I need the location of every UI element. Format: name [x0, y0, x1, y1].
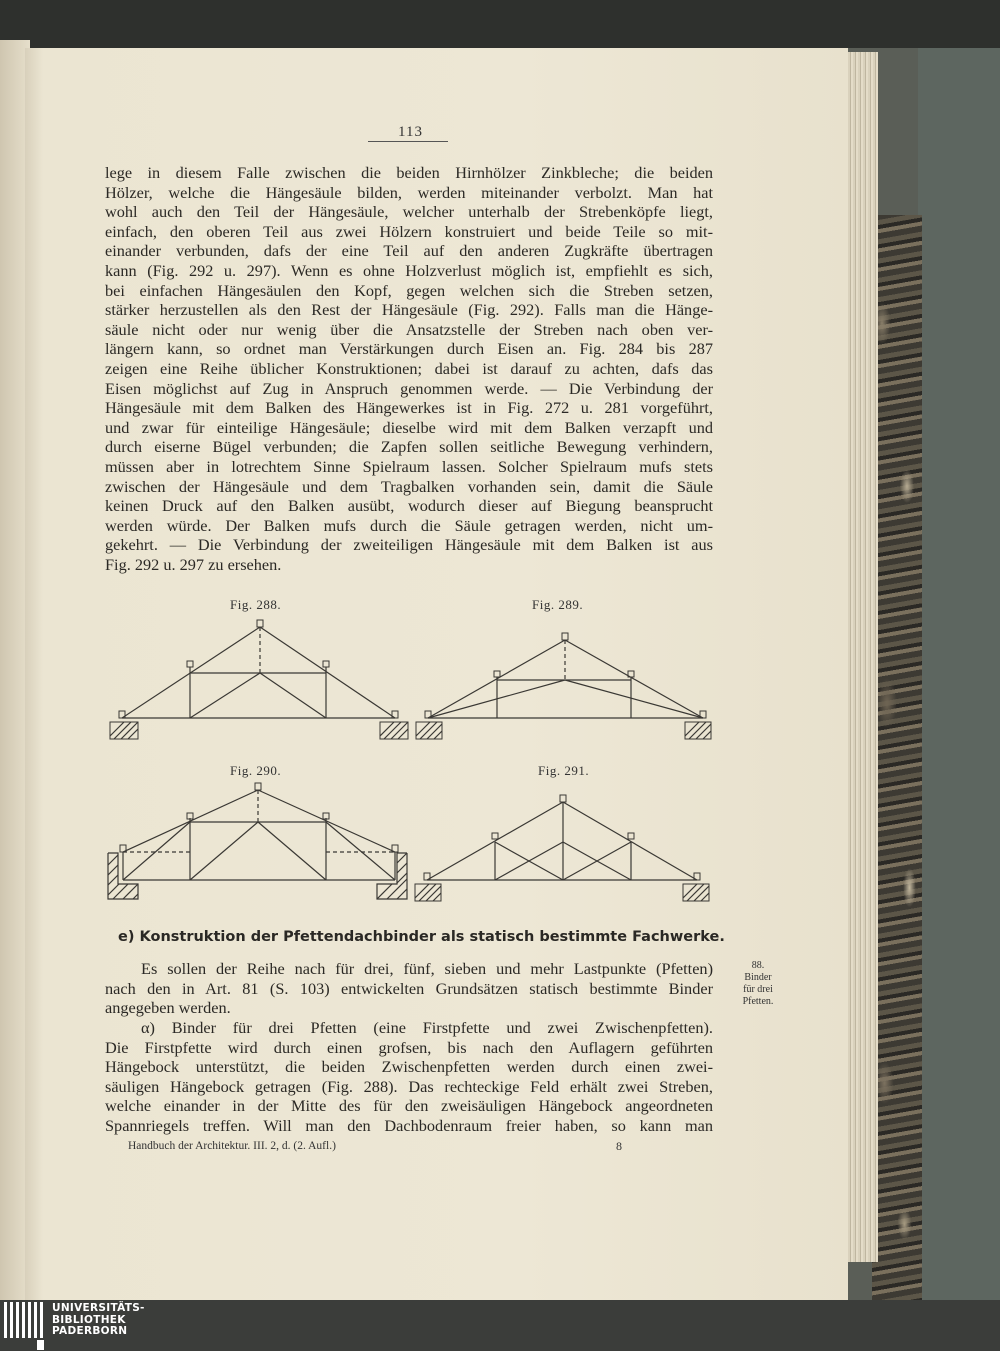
figure-288-truss-diagram: [105, 615, 410, 745]
library-footer-bar: [0, 1300, 1000, 1351]
footer-title: Handbuch der Architektur. III. 2, d. (2. Aufl.): [128, 1140, 336, 1152]
text-line: stärker herzustellen als den Rest der Hängesäule (Fig. 292). Falls man die Hänge-: [105, 300, 713, 320]
figure-291-caption: Fig. 291.: [538, 763, 590, 778]
text-line: Hängesäule mit dem Balken des Hängewerkes ist in Fig. 272 u. 281 vorgeführt,: [105, 398, 713, 418]
text-line: und zwar für einteilige Hängesäule; dieselbe wird mit dem Balken verzapft und: [105, 417, 713, 437]
figure-290-truss-diagram: [105, 780, 410, 905]
text-line: Spannriegels treffen. Will man den Dachbodenraum freier haben, so kann man: [105, 1115, 713, 1135]
text-line: säule nicht oder nur wenig über die Ansatzstelle der Streben nach oben ver-: [105, 319, 713, 339]
figure-289-caption: Fig. 289.: [532, 597, 584, 612]
text-line: müssen aber in lotrechtem Sinne Spielraum lassen. Solcher Spielraum mufs stets: [105, 456, 713, 476]
text-line: Die Firstpfette wird durch einen grofsen, bis nach den Auflagern geführten: [105, 1037, 713, 1057]
figure-291-truss-diagram: [413, 790, 718, 905]
text-line: gekehrt. — Die Verbindung der zweiteiligen Hängesäule mit dem Balken ist aus: [105, 535, 713, 555]
margin-note-line: Pfetten.: [742, 996, 774, 1007]
text-line: werden würde. Der Balken mufs durch die Säule getragen werden, nicht um-: [105, 515, 713, 535]
library-name: [52, 1303, 145, 1338]
text-line: Hölzer, welche die Hängesäule bilden, werden miteinander verbolzt. Man hat: [105, 182, 713, 202]
footer-signature: 8: [616, 1139, 622, 1153]
library-name-line: UNIVERSITÄTS-: [52, 1302, 145, 1314]
text-line: zwischen der Hängesäule und dem Tragbalken vorhanden sein, damit die Säule: [105, 476, 713, 496]
paragraph-2: [105, 959, 713, 1018]
marbled-endpaper: [872, 215, 922, 1300]
library-name-line: BIBLIOTHEK: [52, 1313, 126, 1326]
figure-289-truss-diagram: [413, 625, 718, 745]
figure-290-caption: Fig. 290.: [230, 763, 282, 778]
text-line: Eisen möglichst auf Zug in Anspruch genommen werde. — Die Verbindung der: [105, 378, 713, 398]
text-line: säuligen Hängebock getragen (Fig. 288). Das rechteckige Feld erhält zwei Streben,: [105, 1076, 713, 1096]
text-line: nach den in Art. 81 (S. 103) entwickelten Grundsätzen statisch bestimmte Binder: [105, 978, 713, 998]
text-line: lege in diesem Falle zwischen die beiden Hirnhölzer Zinkbleche; die beiden: [105, 163, 713, 182]
text-line: Es sollen der Reihe nach für drei, fünf, sieben und mehr Lastpunkte (Pfetten): [141, 959, 713, 978]
text-line: keinen Druck auf den Balken ausübt, wodurch dieser auf Biegung beansprucht: [105, 496, 713, 516]
text-line: welche einander in der Mitte des für den zweisäuligen Hängebock angeordneten: [105, 1096, 713, 1116]
text-line: kann (Fig. 292 u. 297). Wenn es ohne Holzverlust möglich ist, empfiehlt es sich,: [105, 260, 713, 280]
text-line: einfach, den oberen Teil aus zwei Hölzern konstruiert und beide Teile so mit-: [105, 221, 713, 241]
text-line: wohl auch den Teil der Hängesäule, welcher unterhalb der Strebenköpfe liegt,: [105, 202, 713, 222]
library-name-line: PADERBORN: [52, 1325, 128, 1337]
text-line: zeigen eine Reihe üblicher Konstruktionen; dabei ist darauf zu achten, dafs das: [105, 358, 713, 378]
text-line: α) Binder für drei Pfetten (eine Firstpfette und zwei Zwischenpfetten).: [141, 1018, 713, 1037]
text-line: einander verbunden, dafs der eine Teil auf den anderen Zugkräfte übertragen: [105, 241, 713, 261]
page-number-rule: [368, 141, 448, 142]
text-line: Hängebock unterstützt, die beiden Zwischenpfetten werden durch einen zwei-: [105, 1057, 713, 1077]
margin-note: [728, 960, 788, 1008]
paragraph-1: [105, 163, 713, 574]
text-line: angegeben werden.: [105, 998, 231, 1018]
margin-note-line: Binder: [744, 972, 772, 983]
text-line: bei einfachen Hängesäulen den Kopf, gegen welchen sich die Streben setzen,: [105, 280, 713, 300]
text-line: längern kann, so ordnet man Verstärkungen durch Eisen an. Fig. 284 bis 287: [105, 339, 713, 359]
library-logo-icon: [4, 1300, 46, 1351]
section-heading: e) Konstruktion der Pfettendachbinder als statisch bestimmte Fachwerke.: [118, 929, 725, 945]
book-cloth-binding: [918, 48, 1000, 1300]
margin-note-line: für drei: [743, 984, 773, 995]
page-number: 113: [398, 124, 423, 140]
text-line: Fig. 292 u. 297 zu ersehen.: [105, 554, 282, 574]
paragraph-3: [105, 1018, 713, 1136]
text-line: durch eiserne Bügel verbunden; die Zapfen sollen seitliche Bewegung verhindern,: [105, 437, 713, 457]
figure-288-caption: Fig. 288.: [230, 597, 282, 612]
margin-note-number: 88.: [751, 960, 765, 971]
